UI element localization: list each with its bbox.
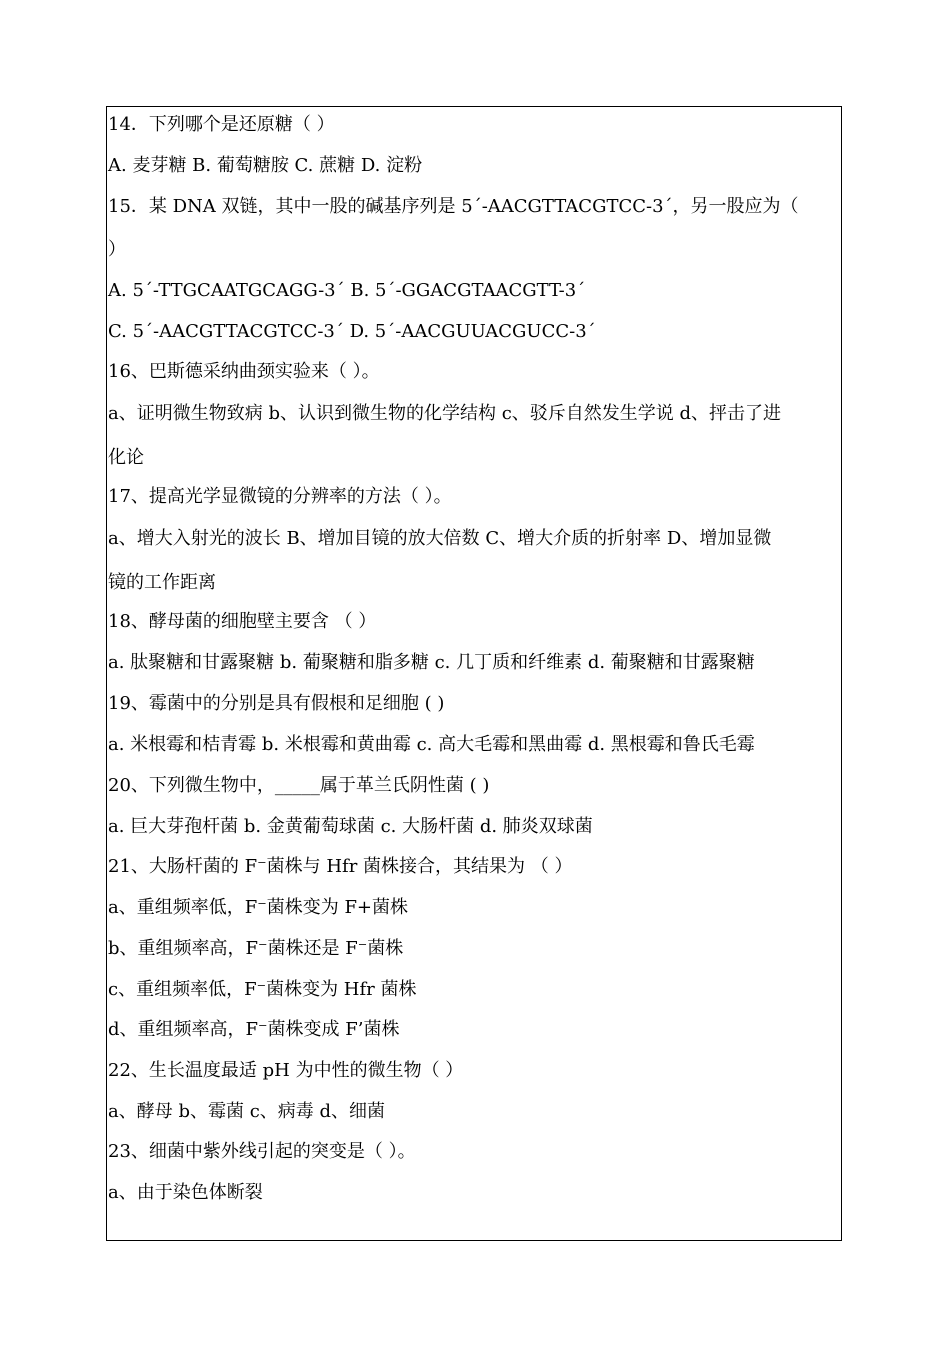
question-21-option-a: a、重组频率低，F⁻菌株变为 F+菌株 — [108, 897, 409, 918]
question-21-option-b: b、重组频率高，F⁻菌株还是 F⁻菌株 — [108, 938, 404, 959]
question-15-cont: ） — [108, 239, 126, 260]
question-20-options: a. 巨大芽孢杆菌 b. 金黄葡萄球菌 c. 大肠杆菌 d. 肺炎双球菌 — [108, 816, 593, 837]
question-23-option-a: a、由于染色体断裂 — [108, 1182, 263, 1203]
question-15: 15．某 DNA 双链，其中一股的碱基序列是 5ˊ-AACGTTACGTCC-3ˊ，另一股应为（ — [108, 196, 799, 217]
question-15-options-cd: C. 5ˊ-AACGTTACGTCC-3ˊ D. 5ˊ-AACGUUACGUCC-3ˊ — [108, 321, 596, 342]
question-14: 14．下列哪个是还原糖（ ） — [108, 114, 335, 135]
question-20: 20、下列微生物中，_____属于革兰氏阴性菌 ( ) — [108, 775, 490, 796]
question-22: 22、生长温度最适 pH 为中性的微生物（ ） — [108, 1060, 464, 1081]
question-17-options-cont: 镜的工作距离 — [108, 572, 216, 593]
question-15-options-ab: A. 5ˊ-TTGCAATGCAGG-3ˊ B. 5ˊ-GGACGTAACGTT-3ˊ — [108, 280, 586, 301]
question-18: 18、酵母菌的细胞壁主要含 （ ） — [108, 611, 377, 632]
question-19: 19、霉菌中的分别是具有假根和足细胞 ( ) — [108, 693, 445, 714]
question-23: 23、细菌中紫外线引起的突变是（ ）。 — [108, 1141, 416, 1162]
question-16: 16、巴斯德采纳曲颈实验来（ ）。 — [108, 361, 380, 382]
question-22-options: a、酵母 b、霉菌 c、病毒 d、细菌 — [108, 1101, 386, 1122]
question-17-options: a、增大入射光的波长 B、增加目镜的放大倍数 C、增大介质的折射率 D、增加显微 — [108, 528, 772, 549]
question-17: 17、提高光学显微镜的分辨率的方法（ ）。 — [108, 486, 452, 507]
question-18-options: a. 肽聚糖和甘露聚糖 b. 葡聚糖和脂多糖 c. 几丁质和纤维素 d. 葡聚糖和甘露聚糖 — [108, 652, 755, 673]
question-14-options: A. 麦芽糖 B. 葡萄糖胺 C. 蔗糖 D. 淀粉 — [108, 155, 423, 176]
question-16-options: a、证明微生物致病 b、认识到微生物的化学结构 c、驳斥自然发生学说 d、抨击了进 — [108, 403, 782, 424]
question-16-options-cont: 化论 — [108, 447, 144, 468]
question-21-option-d: d、重组频率高，F⁻菌株变成 F’菌株 — [108, 1019, 400, 1040]
question-19-options: a. 米根霉和桔青霉 b. 米根霉和黄曲霉 c. 高大毛霉和黑曲霉 d. 黑根霉和鲁氏毛霉 — [108, 734, 755, 755]
question-21: 21、大肠杆菌的 F⁻菌株与 Hfr 菌株接合，其结果为 （ ） — [108, 856, 573, 877]
question-21-option-c: c、重组频率低，F⁻菌株变为 Hfr 菌株 — [108, 979, 417, 1000]
